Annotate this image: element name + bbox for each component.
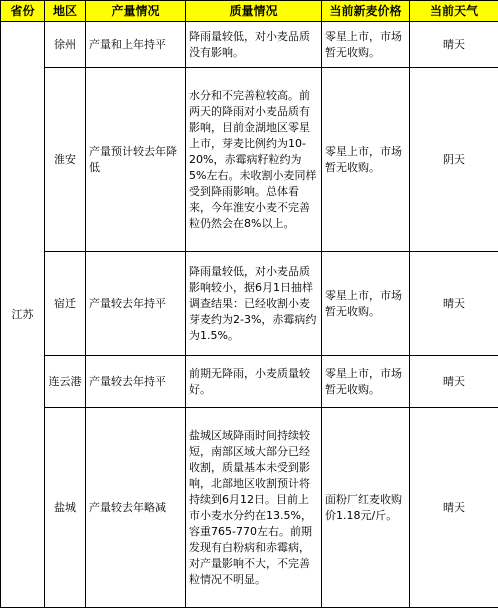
quality-cell: 盐城区域降雨时间持续较短，南部区域大部分已经收割，质量基本未受到影响，北部地区收割预计将持续到6月12日。目前上市小麦水分约在13.5%，容重765-770左右。前期发现有白粉病和赤霉病，对产量影响不大，不完善粒情况不明显。 <box>186 408 322 608</box>
weather-cell: 晴天 <box>410 408 498 608</box>
price-cell: 面粉厂红麦收购价1.18元/斤。 <box>322 408 410 608</box>
header-weather: 当前天气 <box>410 1 498 22</box>
header-quality: 质量情况 <box>186 1 322 22</box>
output-cell: 产量和上年持平 <box>86 22 186 68</box>
quality-cell: 水分和不完善粒较高。前两天的降雨对小麦品质有影响，目前金湖地区零星上市，芽麦比例约为10-20%，赤霉病籽粒约为5%左右。未收割小麦同样受到降雨影响。总体看来，今年淮安小麦不完善粒仍然会在8%以上。 <box>186 68 322 252</box>
table-row <box>1 68 498 252</box>
region-cell: 宿迁 <box>45 252 86 356</box>
weather-cell: 晴天 <box>410 356 498 408</box>
output-cell: 产量较去年持平 <box>86 356 186 408</box>
region-cell: 徐州 <box>45 22 86 68</box>
weather-cell: 晴天 <box>410 252 498 356</box>
table-row <box>1 252 498 356</box>
province-cell: 江苏 <box>1 22 45 608</box>
output-cell: 产量较去年略减 <box>86 408 186 608</box>
table-row <box>1 408 498 608</box>
weather-cell: 晴天 <box>410 22 498 68</box>
table-row <box>1 356 498 408</box>
price-cell: 零星上市，市场暂无收购。 <box>322 68 410 252</box>
region-cell: 盐城 <box>45 408 86 608</box>
price-cell: 零星上市，市场暂无收购。 <box>322 22 410 68</box>
table-row <box>1 22 498 68</box>
quality-cell: 前期无降雨，小麦质量较好。 <box>186 356 322 408</box>
header-province: 省份 <box>1 1 45 22</box>
price-cell: 零星上市，市场暂无收购。 <box>322 356 410 408</box>
header-region: 地区 <box>45 1 86 22</box>
output-cell: 产量较去年持平 <box>86 252 186 356</box>
region-cell: 淮安 <box>45 68 86 252</box>
quality-cell: 降雨量较低，对小麦品质没有影响。 <box>186 22 322 68</box>
header-price: 当前新麦价格 <box>322 1 410 22</box>
region-cell: 连云港 <box>45 356 86 408</box>
quality-cell: 降雨量较低，对小麦品质影响较小，据6月1日抽样调查结果：已经收割小麦芽麦约为2-3%，赤霉病约为1.5%。 <box>186 252 322 356</box>
header-output: 产量情况 <box>86 1 186 22</box>
header-row <box>1 1 498 22</box>
price-cell: 零星上市，市场暂无收购。 <box>322 252 410 356</box>
output-cell: 产量预计较去年降低 <box>86 68 186 252</box>
weather-cell: 阴天 <box>410 68 498 252</box>
